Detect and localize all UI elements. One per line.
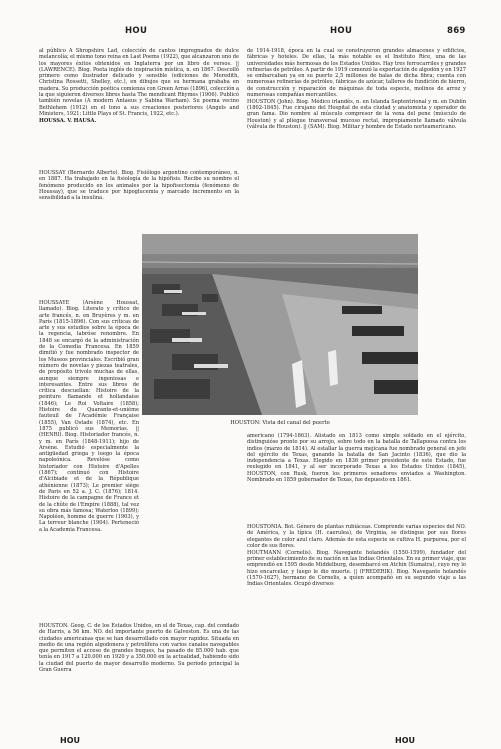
- entry-housman-continued: al público A Shropshire Lad, colección de cantos impregnados de dulce melancolía; el mismo tono reina en Last Poems (1922), que alcanzaron uno de los mayores éxitos obtenidos en Inglaterra por un libro de versos. || (LAWRENCE). Biog. Poeta inglés de inspiración mística, n. en 1867. Descolló primero como ilustrador delicado y sensible (ediciones de Meredith, Christina Rossetti, Shelley, etc.), en dibujos que su hermana grababa en madera. Su producción poética comienza con Green Arras (1896), colección a la que siguieron diversos libros hasta The mendicant Rhymes (1906). Publicó también novelas (A modern Antaeus y Sabina Warham). Su poema vecino Bethlehem (1912) en el tono a sus creaciones posteriores (Angels and Ministers, 1921; Little Plays of St. Francis, 1922, etc.).: [39, 48, 239, 117]
- entry-houston-geog-continued: de 1914-1918, época en la cual se construyeron grandes almacenes y edificios, fábricas y hoteles. De ellas, la más notable es el Instituto Rice, una de las universidades más hermosas de los Estados Unidos. Hay tres ferrocarriles y grandes refinerías de petróleo. A partir de 1919 comenzó la exportación de algodón y en 1927 se embarcaban ya en su puerto 2,5 millones de balas de dicha fibra; cuenta con numerosas refinerías de petróleo, fábricas de azúcar, talleres de fundición de hierro, de construcción y reparación de máquinas de toda especie, molinos de arroz y numerosas compañías mercantiles.: [247, 48, 466, 99]
- entry-houston-geog: HOUSTON. Geog. C. de los Estados Unidos, en el de Texas, cap. del condado de Harris, a 56 km. NO. del importante puerto de Galveston. Es una de las ciudades americanas que se han desarrollado con mayor rapidez. Situada en medio de una región algodonera y petrolífera con varios canales navegables que permiten el acceso de grandes buques, ha pasado de 85.000 hab. que tenía en 1917 a 120.000 en 1920 y a 350.000 en la actualidad, habiendo sido la ciudad del puerto de mayor desarrollo moderno. Su periodo principal la Gran Guerra: [39, 623, 239, 674]
- page-header: [0, 26, 501, 40]
- entry-houtmann: HOUTMANN (Cornelis). Biog. Navegante holandés (1550-1599), fundador del primer establecimiento de su nación en las Indias Orientales. En su primer viaje, que emprendió en 1595 desde Middelburg, desembarcó en Atchin (Sumatra), cuyo rey lo hizo encarcelar, y luego le dio muerte. || (FREDERIK). Biog. Navegante holandés (1570-1627), hermano de Cornelis, a quien acompañó en su segundo viaje a las Indias Orientales. Ocupó diversos: [247, 549, 466, 588]
- right-column-bottom: [247, 524, 466, 588]
- entry-houssaye: HOUSSAYE (Arsène Houssat, llamado). Biog. Literato y crítico de arte francés, n. en Bruyères y m. en París (1815-1896). Con sus críticas de arte y sus estudios sobre la época de la regencia, labróse renombre. En 1848 se encargó de la administración de la Comedia Francesa. En 1859 dimitió y fue nombrado inspector de los Museos provinciales. Escribió gran número de novelas y piezas teatrales, de propósito trivolo muchas de ellas, aunque siempre ingeniosas e interesantes. Entre sus libros de crítica descuellan: Histoire de la peinture flamande et hollandaise (1846); Le Roi Voltaire (1858); Histoire du Quarante-et-unième fauteuil de l'Académie Française (1855), Van Ostade (1874), etc. En 1875 publicó sus Memorias. || (HENRI). Biog. Historiador francés, n. y m. en París (1848-1911); hijo de Arsène. Estudió especialmente la antigüedad griega y luego la época napoleónica. Revelóse como historiador con Histoire d'Apelles (1867); continuó con Histoire d'Alcibiade et de la République athénienne (1873); Le premier siège de Paris en 52 a. J. C. (1876); 1814. Histoire de la campagne de France et de la chûte de l'Empire (1888), tal vez su obra más famosa; Waterloo (1899); Napoléon, homme de guerre (1903), y La terreur blanche (1904). Perteneció a la Academia Francesa.: [39, 300, 139, 533]
- left-column-houssay-intro: [39, 170, 239, 202]
- page-footer: [0, 736, 501, 746]
- port-canal-photo: [142, 234, 418, 415]
- right-column-houston-sam: [247, 433, 466, 484]
- page-number: 869: [447, 26, 466, 36]
- photo-caption: HOUSTON: Vista del canal del puerto: [230, 420, 330, 426]
- footer-guide-word-right: HOU: [395, 736, 415, 745]
- left-column-houssaye: [39, 300, 139, 533]
- entry-houston-sam-continued: americano (1794-1863). Alistado en 1813 como simple soldado en el ejército, distinguióse pronto por su arrojo, sobre todo en la batalla de Tallapoosa contra los indios (marzo de 1814). Al estallar la guerra mejicana fue nombrado general en jefe del ejército de Texas, ganando la batalla de San Jacinto (1836), que dio la independencia a Texas. Elegido en 1836 primer presidente de este Estado, fue reelegido en 1841, y al ser incorporado Texas a los Estados Unidos (1845), HOUSTON, con Rusk, fueron los primeros senadores enviados a Washington. Nombrado en 1859 gobernador de Texas, fue depuesto en 1861.: [247, 433, 466, 484]
- entry-houssay: HOUSSAY (Bernardo Alberto). Biog. Fisiólogo argentino contemporáneo, n. en 1887. Ha trabajado en la fisiología de la hipófisis. Recibe su nombre el fenómeno producido en los animales por la hipofisectomía (fenómeno de Houssay), que se traduce por hipoglucemia y marcado incremento en la sensibilidad a la insulina.: [39, 170, 239, 202]
- footer-guide-word-left: HOU: [60, 736, 80, 745]
- header-guide-word-left: HOU: [125, 26, 148, 36]
- harbor-aerial-illustration: [142, 234, 418, 415]
- header-guide-word-center: HOU: [330, 26, 353, 36]
- entry-houston-john: HOUSTON (John). Biog. Médico irlandés, n. en Islanda Septentrional y m. en Dublín (1802-1845). Fue cirujano del Hospital de esta ciudad y anatomista y operador de gran fama. Dio nombre al músculo compresor de la vena del pene (músculo de Houston) y al pliegue transversal mucoso rectal, impropiamente llamado válvula (válvula de Houston). || (SAM). Biog. Militar y hombre de Estado norteamericano.: [247, 98, 466, 131]
- right-column-top: [247, 48, 466, 131]
- left-column-bottom: [39, 623, 239, 674]
- entry-houssa: HOUSSA. V. HAUSA.: [39, 117, 97, 124]
- entry-houstonia: HOUSTONIA. Bot. Género de plantas rubiáceas. Comprende varias especies del NO. de América, y la típica (H. caerulea), de Virginia, se distingue por sus flores elegantes de color azul claro. Además de esta especie se cultiva H. purpurea, por el color de sus flores.: [247, 524, 466, 549]
- left-column-top: [39, 48, 239, 125]
